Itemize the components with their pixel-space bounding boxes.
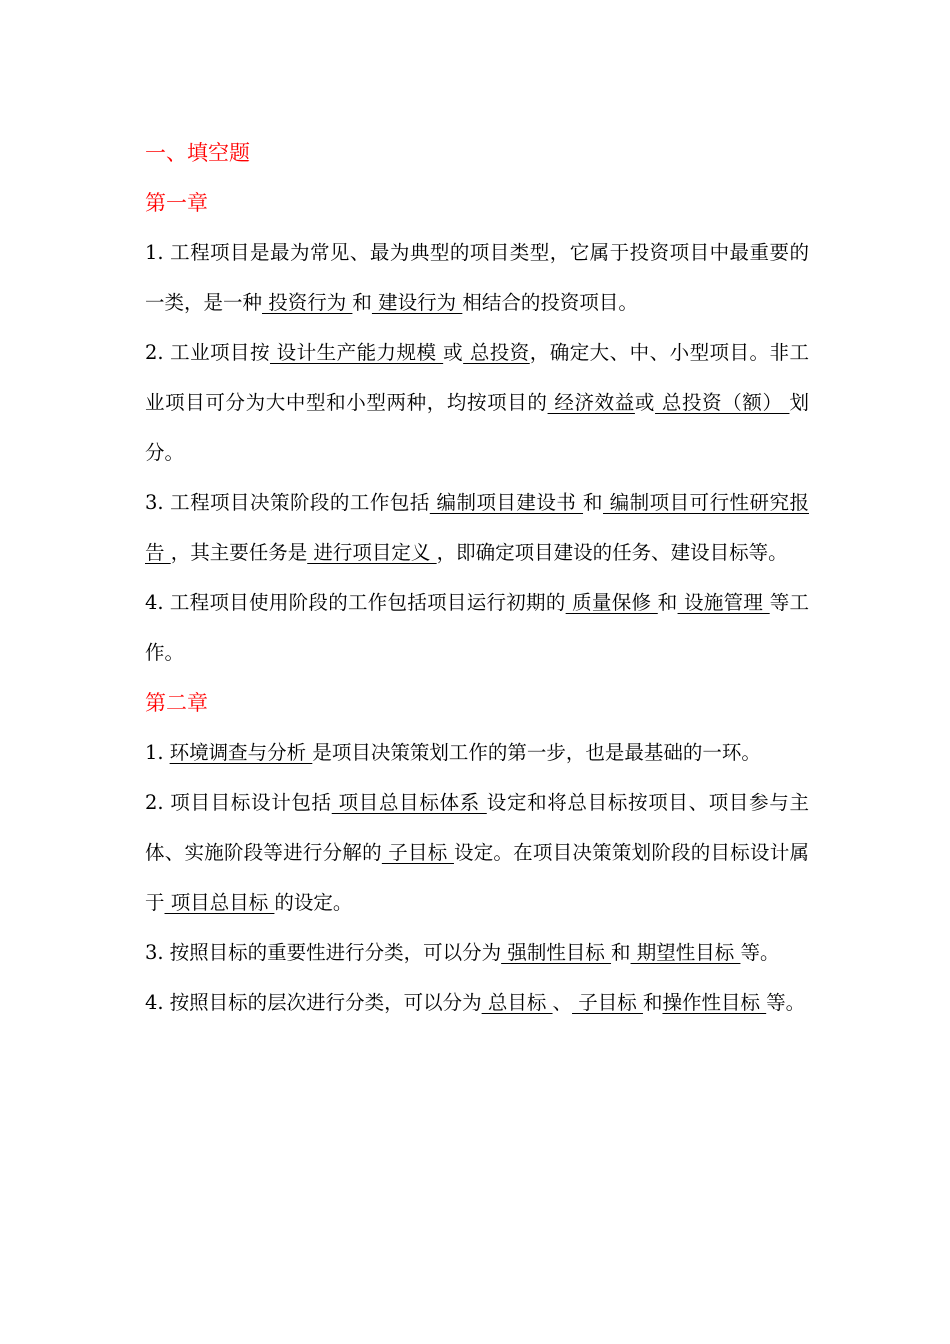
section-title: 一、填空题	[145, 141, 250, 165]
question-number: 2.	[145, 341, 164, 364]
question-number: 3.	[145, 491, 164, 514]
answer-blank: 总投资（额）	[655, 391, 790, 414]
question-text: 等工作。	[145, 591, 809, 664]
answer-blank: 编制项目可行性研究报告	[145, 491, 809, 564]
question-number: 3.	[145, 941, 164, 964]
answer-blank: 环境调查与分析	[169, 741, 313, 764]
question-item	[145, 728, 809, 778]
answer-blank: 设施管理	[677, 591, 770, 614]
question-item	[145, 478, 809, 578]
question-number: 1.	[145, 241, 164, 264]
document-content	[145, 128, 809, 1028]
question-text: ，即确定项目建设的任务、建设目标等。	[436, 541, 788, 564]
question-number: 4.	[145, 591, 164, 614]
answer-blank: 总投资	[463, 341, 530, 364]
question-text: 等。	[740, 941, 780, 964]
question-item	[145, 328, 809, 478]
question-text: 是项目决策策划工作的第一步，也是最基础的一环。	[312, 741, 761, 764]
answer-blank: 总目标	[481, 991, 553, 1014]
question-text: 、	[552, 991, 573, 1014]
question-text: 划分。	[145, 391, 809, 464]
question-text: 等。	[766, 991, 806, 1014]
answer-blank: 操作性目标	[662, 991, 767, 1014]
question-text: 或	[634, 391, 656, 414]
question-item	[145, 928, 809, 978]
answer-blank: 质量保修	[565, 591, 658, 614]
question-text: 和	[657, 591, 678, 614]
question-item	[145, 228, 809, 328]
question-text: 和	[611, 941, 631, 964]
question-text: 项目目标设计包括	[169, 791, 332, 814]
question-text: 按照目标的重要性进行分类，可以分为	[169, 941, 502, 964]
question-number: 2.	[145, 791, 164, 814]
question-number: 1.	[145, 741, 164, 764]
question-text: 或	[443, 341, 464, 364]
answer-blank: 强制性目标	[501, 941, 612, 964]
chapter-title: 第二章	[145, 691, 208, 715]
answer-blank: 子目标	[381, 841, 454, 864]
question-item	[145, 578, 809, 678]
question-text: 和	[642, 991, 663, 1014]
chapter-title: 第一章	[145, 191, 208, 215]
question-text: 工程项目使用阶段的工作包括项目运行初期的	[169, 591, 566, 614]
question-text: 和	[352, 291, 372, 314]
question-text: 设定和将总目标按项目、项目参与主体、实施阶段等进行分解的	[145, 791, 809, 864]
answer-blank: 进行项目定义	[307, 541, 437, 564]
answer-blank: 经济效益	[547, 391, 635, 414]
question-text: 工程项目是最为常见、最为典型的项目类型，它属于投资项目中最重要的一类，是一种	[145, 241, 809, 314]
question-text: 设定。在项目决策策划阶段的目标设计属于	[145, 841, 809, 914]
answer-blank: 建设行为	[371, 291, 463, 314]
question-text: ，其主要任务是	[170, 541, 308, 564]
question-item	[145, 778, 809, 928]
answer-blank: 设计生产能力规模	[269, 341, 444, 364]
answer-blank: 期望性目标	[630, 941, 741, 964]
answer-blank: 投资行为	[262, 291, 353, 314]
chapter-list	[145, 178, 809, 1028]
question-text: 相结合的投资项目。	[462, 291, 638, 314]
question-text: 的设定。	[274, 891, 353, 914]
answer-blank: 项目总目标体系	[331, 791, 487, 814]
question-text: 和	[583, 491, 603, 514]
question-text: 工业项目按	[169, 341, 270, 364]
answer-blank: 子目标	[572, 991, 643, 1014]
question-text: 按照目标的层次进行分类，可以分为	[169, 991, 482, 1014]
answer-blank: 项目总目标	[164, 891, 275, 914]
question-text: ，确定大、中、小型项目。非工业项目可分为大中型和小型两种，均按项目的	[145, 341, 809, 414]
question-item	[145, 978, 809, 1028]
question-text: 工程项目决策阶段的工作包括	[169, 491, 430, 514]
answer-blank: 编制项目建设书	[429, 491, 584, 514]
question-number: 4.	[145, 991, 164, 1014]
